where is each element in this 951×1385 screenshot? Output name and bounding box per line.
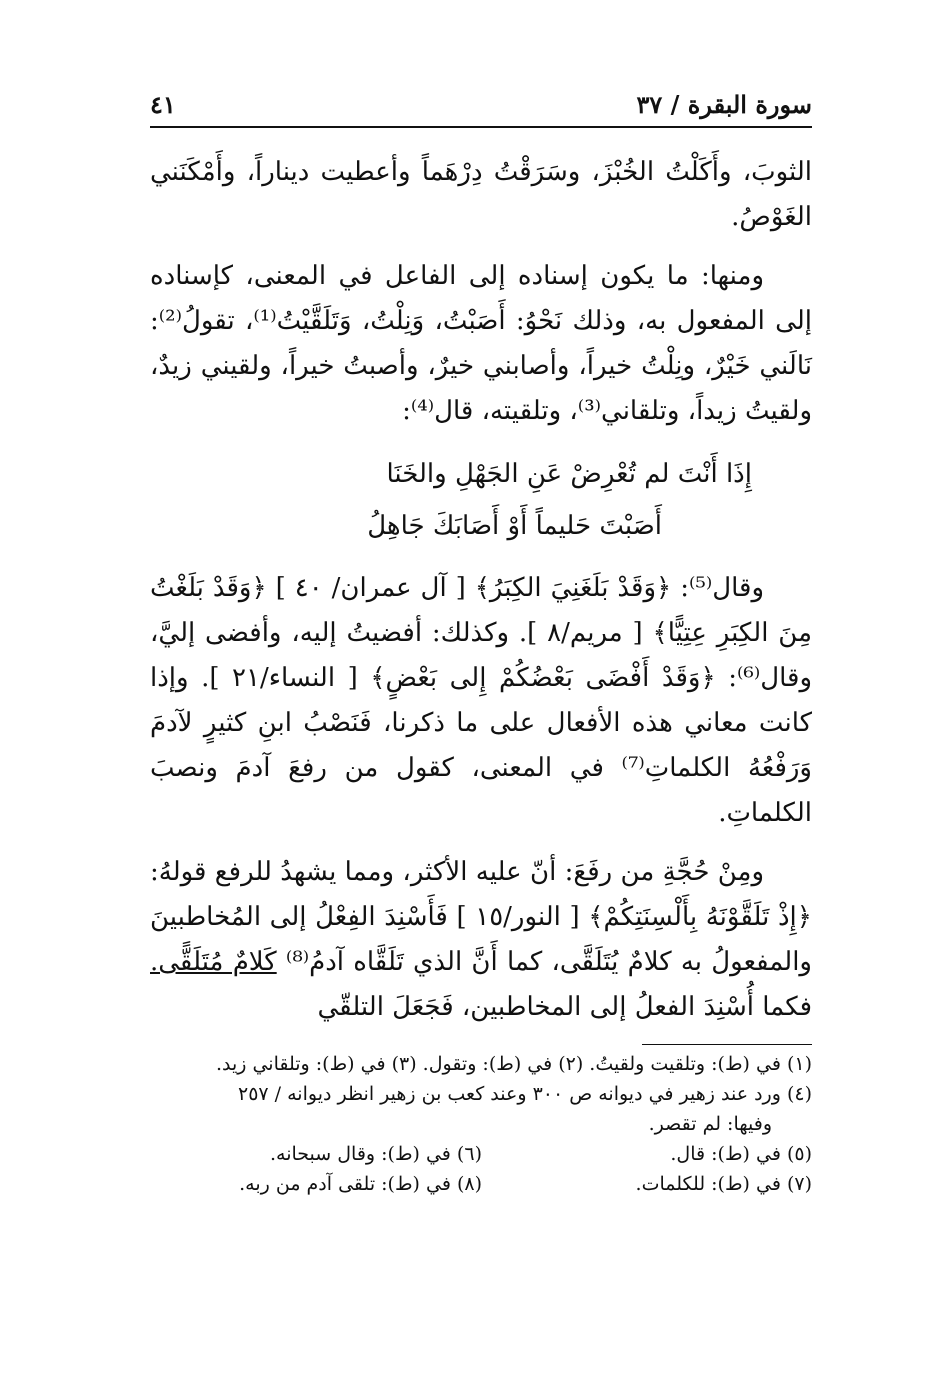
paragraph-3: وقال⁽⁵⁾: ﴿وَقَدْ بَلَغَنِيَ الكِبَرُ﴾ [ آل عمران/ ٤٠ ] ﴿وَقَدْ بَلَغْتُ مِنَ الكِبَرِ عِتِيًّا﴾ [ مريم/٨ ]. وكذلك: أفضيتُ إليه، وأفضى إليَّ، وقال⁽⁶⁾: ﴿وَقَدْ أَفْضَى بَعْضُكُمْ إِلى بَعْضٍ﴾ [ النساء/٢١ ]. وإذا كانت معاني هذه الأفعال على ما ذكرنا، فَنَصْبُ ابنِ كثيرٍ لآدمَ وَرَفْعُهُ الكلماتِ⁽⁷⁾ في المعنى، كقول من رفعَ آدمَ ونصبَ الكلماتِ.: [150, 573, 812, 828]
footnotes: [150, 1049, 812, 1199]
footnote-7: (٧) في (ط): للكلمات.: [635, 1173, 812, 1195]
footnote-row-7-8: [150, 1169, 812, 1199]
footnote-row-5-6: [150, 1139, 812, 1169]
paragraph-4-tail: فكما أُسْنِدَ الفعلُ إلى المخاطبين، فَجَعَلَ التلقّي: [317, 992, 812, 1022]
footnote-8: (٨) في (ط): تلقى آدم من ربه.: [239, 1173, 482, 1195]
paragraph-1: الثوبَ، وأَكَلْتُ الخُبْزَ، وسَرَقْتُ دِرْهَماً وأعطيت ديناراً، وأَمْكَنَني الغَوْصُ.: [150, 157, 812, 232]
underlined-phrase: كَلامٌ مُتَلَقًّى.: [150, 947, 277, 977]
footnote-line-1: (١) في (ط): وتلقيت ولقيتُ. (٢) في (ط): وتقول. (٣) في (ط): وتلقاني زيد.: [215, 1053, 812, 1075]
surah-title: سورة البقرة / ٣٧: [636, 90, 812, 119]
page-number: ٤١: [150, 90, 176, 119]
poetry-verse-second-hemistich: أَصَبْتَ حَليماً أَوْ أَصَابَكَ جَاهِلُ: [367, 511, 662, 541]
footnote-line-2-continued: وفيها: لم تقصر.: [648, 1113, 772, 1135]
main-text: [150, 150, 812, 1030]
running-header: [150, 88, 812, 128]
paragraph-4: [150, 850, 812, 1030]
footnote-line-2: (٤) ورد عند زهير في ديوانه ص ٣٠٠ وعند كعب بن زهير انظر ديوانه / ٢٥٧: [238, 1083, 812, 1105]
paragraph-2: ومنها: ما يكون إسناده إلى الفاعل في المعنى، كإسناده إلى المفعول به، وذلك نَحْوُ: أَصَبْتُ، وَنِلْتُ، وَتَلَقَّيْتُ⁽¹⁾، تقولُ⁽²⁾: نَالَني خَيْرٌ، ونِلْتُ خيراً، وأصابني خيرٌ، وأصبتُ خيراً، ولقيني زيدٌ، ولقيتُ زيداً، وتلقاني⁽³⁾، وتلقيته، قال⁽⁴⁾:: [150, 261, 812, 426]
page: [150, 88, 812, 1298]
footnote-5: (٥) في (ط): قال.: [670, 1143, 812, 1165]
paragraph-4-main: ومِنْ حُجَّةِ من رفَعَ: أنّ عليه الأكثر، ومما يشهدُ للرفع قولهُ: ﴿إِذْ تَلَقَّوْنَهُ بِأَلْسِنَتِكُمْ﴾ [ النور/١٥ ] فَأَسْنِدَ الفِعْلُ إلى المُخاطبينَ والمفعولُ به كلامٌ يُتَلَقَّى، كما أَنَّ الذي تَلَقَّاه آدمُ⁽⁸⁾: [150, 857, 812, 977]
poetry-verse-first-hemistich: إِذَا أَنْتَ لم تُعْرِضْ عَنِ الجَهْلِ والخَنَا: [386, 459, 752, 489]
footnote-6: (٦) في (ط): وقال سبحانه.: [269, 1143, 482, 1165]
footnote-divider: [642, 1044, 812, 1045]
